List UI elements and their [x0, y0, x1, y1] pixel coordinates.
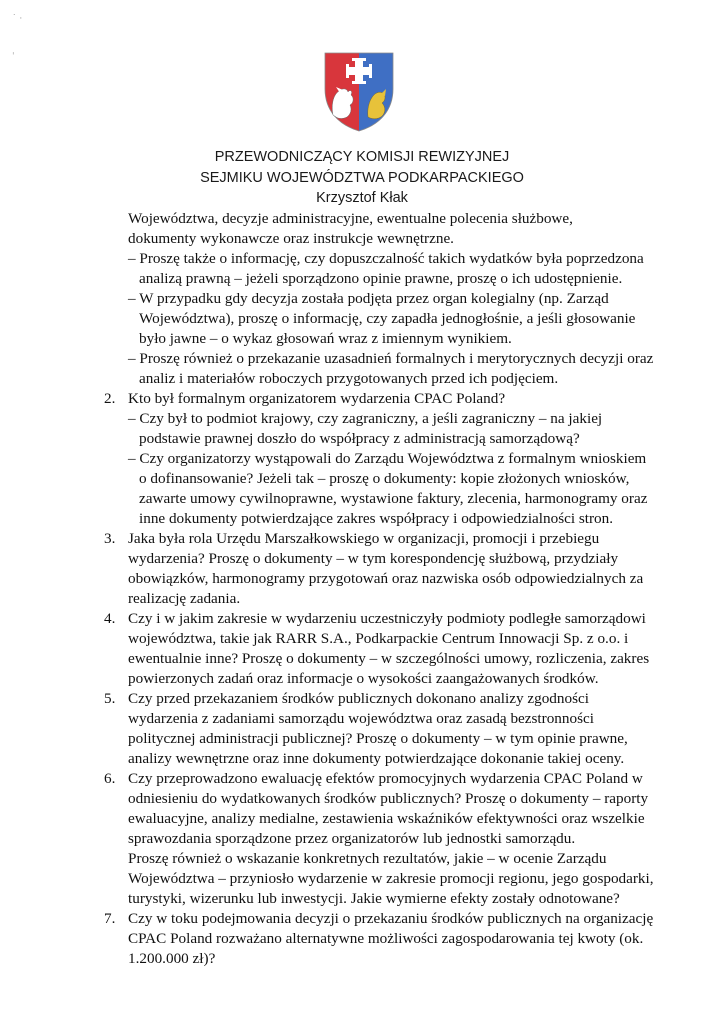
text-line: podstawie prawnej doszło do współpracy z administracją samorządową?	[139, 430, 580, 447]
text-line: zawarte umowy cywilnoprawne, wystawione faktury, zlecenia, harmonogramy oraz	[139, 490, 648, 507]
text-line: powierzonych zadań oraz informacje o wysokości zaangażowanych środków.	[128, 670, 599, 687]
text-line: odniesieniu do wydatkowanych środków publicznych? Proszę o dokumenty – raporty	[128, 790, 649, 807]
text-line: Czy i w jakim zakresie w wydarzeniu uczestniczyły podmioty podległe samorządowi	[128, 610, 646, 627]
text-line: dokumenty wykonawcze oraz instrukcje wewnętrzne.	[128, 230, 454, 247]
header-title-line2: SEJMIKU WOJEWÓDZTWA PODKARPACKIEGO	[200, 170, 524, 186]
text-line: politycznej administracji publicznej? Proszę o dokumenty – w tym opinie prawne,	[128, 730, 628, 747]
text-line: wydarzenia? Proszę o dokumenty – w tym korespondencję służbową, przydziały	[128, 550, 619, 567]
text-line: – W przypadku gdy decyzja została podjęta przez organ kolegialny (np. Zarząd	[128, 290, 609, 307]
text-line: – Czy organizatorzy wystąpowali do Zarządu Województwa z formalnym wnioskiem	[128, 450, 647, 467]
text-line: sprawozdania sporządzone przez organizatorów lub jednostki samorządu.	[128, 830, 576, 847]
text-line: – Proszę także o informację, czy dopuszczalność takich wydatków była poprzedzona	[128, 250, 644, 267]
text-line: Jaka była rola Urzędu Marszałkowskiego w organizacji, promocji i przebiegu	[128, 530, 600, 547]
text-line: – Czy był to podmiot krajowy, czy zagraniczny, a jeśli zagraniczny – na jakiej	[128, 410, 603, 427]
text-line: Województwa, decyzje administracyjne, ewentualne polecenia służbowe,	[128, 210, 573, 227]
text-line: ewentualnie inne? Proszę o dokumenty – w szczególności umowy, rozliczenia, zakres	[128, 650, 650, 667]
text-line: wydarzenia z zadaniami samorządu województwa oraz zasadą bezstronności	[128, 710, 594, 727]
text-line: realizację zadania.	[128, 590, 241, 607]
text-line: Czy przeprowadzono ewaluację efektów promocyjnych wydarzenia CPAC Poland w	[128, 770, 643, 787]
text-line: było jawne – o wykaz głosowań wraz z imiennym wynikiem.	[139, 330, 512, 347]
text-line: turystyki, wizerunku lub inwestycji. Jakie wymierne efekty zostały odnotowane?	[128, 890, 620, 907]
text-line: Kto był formalnym organizatorem wydarzenia CPAC Poland?	[128, 390, 506, 407]
text-line: województwa, takie jak RARR S.A., Podkarpackie Centrum Innowacji Sp. z o.o. i	[128, 630, 629, 647]
scan-artifact: ˙ ·	[12, 14, 23, 24]
text-line: ewaluacyjne, analizy medialne, zestawienia wskaźników efektywności oraz wszelkie	[128, 810, 645, 827]
text-line: CPAC Poland rozważano alternatywne możliwości zagospodarowania tej kwoty (ok.	[128, 930, 644, 947]
text-line: analizą prawną – jeżeli sporządzono opinie prawne, proszę o ich udostępnienie.	[139, 270, 623, 287]
text-line: Czy w toku podejmowania decyzji o przekazaniu środków publicznych na organizację	[128, 910, 654, 927]
text-line: Województwa – przyniosło wydarzenie w zakresie promocji regionu, jego gospodarki,	[128, 870, 654, 887]
text-line: Województwa), proszę o informację, czy zapadła jednogłośnie, a jeśli głosowanie	[139, 310, 636, 327]
text-line: o dofinansowanie? Jeżeli tak – proszę o dokumenty: kopie złożonych wniosków,	[139, 470, 630, 487]
header-title-line1: PRZEWODNICZĄCY KOMISJI REWIZYJNEJ	[214, 149, 510, 165]
item-number: 2.	[104, 390, 116, 407]
scan-artifact: ˈ	[12, 52, 15, 62]
header-name: Krzysztof Kłak	[316, 190, 408, 206]
item-number: 5.	[104, 690, 116, 707]
text-line: Czy przed przekazaniem środków publicznych dokonano analizy zgodności	[128, 690, 589, 707]
text-line: obowiązków, harmonogramy przygotowań oraz nazwiska osób odpowiedzialnych za	[128, 570, 644, 587]
text-line: Proszę również o wskazanie konkretnych rezultatów, jakie – w ocenie Zarządu	[128, 850, 607, 867]
text-line: analizy wewnętrzne oraz inne dokumenty potwierdzające dokonanie takiej oceny.	[128, 750, 625, 767]
text-line: – Proszę również o przekazanie uzasadnień formalnych i merytorycznych decyzji oraz	[128, 350, 654, 367]
item-number: 7.	[104, 910, 116, 927]
text-line: analiz i materiałów roboczych przygotowanych przed ich podjęciem.	[139, 370, 559, 387]
item-number: 6.	[104, 770, 116, 787]
item-number: 4.	[104, 610, 116, 627]
text-line: 1.200.000 zł)?	[128, 950, 216, 967]
text-line: inne dokumenty potwierdzające zakres współpracy i odpowiedzialności stron.	[139, 510, 614, 527]
coat-of-arms-logo	[323, 51, 395, 133]
item-number: 3.	[104, 530, 116, 547]
